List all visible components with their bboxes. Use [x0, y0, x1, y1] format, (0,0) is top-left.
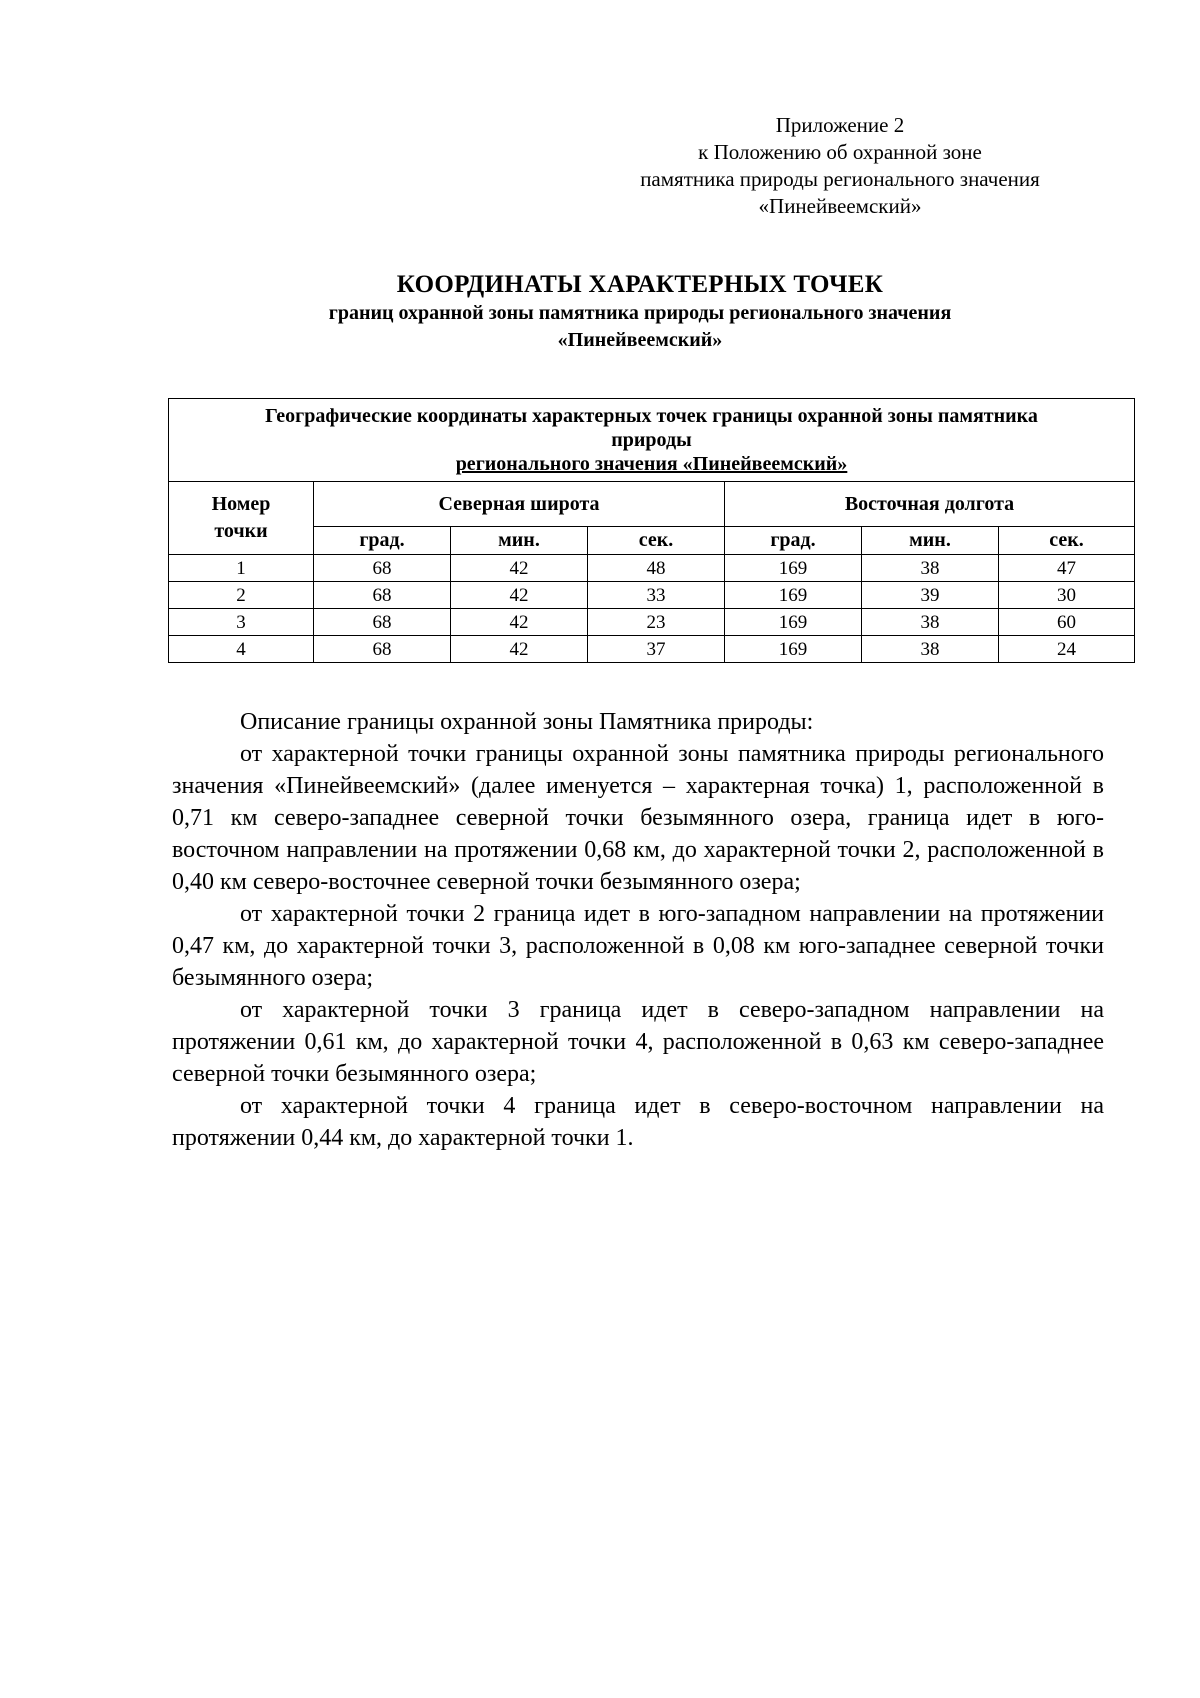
lon-sec: 24 [999, 636, 1135, 663]
lon-sec-header: сек. [999, 527, 1135, 555]
lat-min-header: мин. [451, 527, 588, 555]
lat-min: 42 [451, 582, 588, 609]
annex-reference-line2: памятника природы регионального значения [640, 167, 1040, 191]
lon-deg: 169 [725, 636, 862, 663]
lat-deg: 68 [314, 555, 451, 582]
lat-min: 42 [451, 555, 588, 582]
point-number: 2 [169, 582, 314, 609]
table-caption-line3: регионального значения «Пинейвеемский» [455, 453, 848, 475]
table-row [169, 636, 1135, 663]
description-paragraph: от характерной точки 2 граница идет в юго-западном направлении на протяжении 0,47 км, до характерной точки 3, расположенной в 0,08 км юго-западнее северной точки безымянного озера; [172, 901, 1104, 991]
lon-sec: 47 [999, 555, 1135, 582]
table-caption-line1: Географические координаты характерных точек границы охранной зоны памятника [265, 405, 1038, 427]
annex-number: Приложение 2 [775, 113, 905, 137]
table-row [169, 609, 1135, 636]
title-subtitle-line2: «Пинейвеемский» [557, 329, 723, 351]
east-longitude-header: Восточная долгота [725, 482, 1135, 527]
point-number: 4 [169, 636, 314, 663]
lat-sec: 33 [588, 582, 725, 609]
lat-sec: 23 [588, 609, 725, 636]
point-number: 1 [169, 555, 314, 582]
lon-min: 39 [862, 582, 999, 609]
lat-deg-header: град. [314, 527, 451, 555]
lon-deg: 169 [725, 582, 862, 609]
boundary-description [172, 706, 1104, 1154]
description-paragraph: от характерной точки 3 граница идет в северо-западном направлении на протяжении 0,61 км, до характерной точки 4, расположенной в 0,63 км северо-западнее северной точки безымянного озера; [172, 997, 1104, 1087]
lon-min: 38 [862, 636, 999, 663]
lat-sec: 48 [588, 555, 725, 582]
document-title [170, 270, 1110, 354]
annex-reference-line3: «Пинейвеемский» [758, 194, 922, 218]
description-heading: Описание границы охранной зоны Памятника природы: [240, 709, 814, 735]
table-row [169, 555, 1135, 582]
point-number-header: Номер точки [169, 482, 314, 555]
lon-deg: 169 [725, 609, 862, 636]
lat-min: 42 [451, 636, 588, 663]
lat-min: 42 [451, 609, 588, 636]
north-latitude-header: Северная широта [314, 482, 725, 527]
description-paragraph: от характерной точки границы охранной зоны памятника природы регионального значения «Пинейвеемский» (далее именуется – характерная точка) 1, расположенной в 0,71 км северо-западнее северной точки безымянного озера, граница идет в юго-восточном направлении на протяжении 0,68 км, до характерной точки 2, расположенной в 0,40 км северо-восточнее северной точки безымянного озера; [172, 741, 1104, 895]
lat-sec-header: сек. [588, 527, 725, 555]
lon-min: 38 [862, 609, 999, 636]
point-number: 3 [169, 609, 314, 636]
lon-deg-header: град. [725, 527, 862, 555]
table-caption-line2: природы [611, 429, 692, 451]
lat-deg: 68 [314, 582, 451, 609]
description-paragraph: от характерной точки 4 граница идет в северо-восточном направлении на протяжении 0,44 км, до характерной точки 1. [172, 1093, 1104, 1151]
lon-min: 38 [862, 555, 999, 582]
lat-sec: 37 [588, 636, 725, 663]
title-main: КООРДИНАТЫ ХАРАКТЕРНЫХ ТОЧЕК [396, 271, 884, 298]
annex-header [620, 112, 1060, 220]
lon-deg: 169 [725, 555, 862, 582]
annex-reference: к Положению об охранной зоне [698, 140, 982, 164]
lon-sec: 60 [999, 609, 1135, 636]
title-subtitle-line1: границ охранной зоны памятника природы регионального значения [328, 302, 952, 324]
lat-deg: 68 [314, 609, 451, 636]
coordinates-table [168, 398, 1135, 663]
lon-min-header: мин. [862, 527, 999, 555]
lat-deg: 68 [314, 636, 451, 663]
lon-sec: 30 [999, 582, 1135, 609]
table-caption [169, 399, 1135, 482]
table-row [169, 582, 1135, 609]
